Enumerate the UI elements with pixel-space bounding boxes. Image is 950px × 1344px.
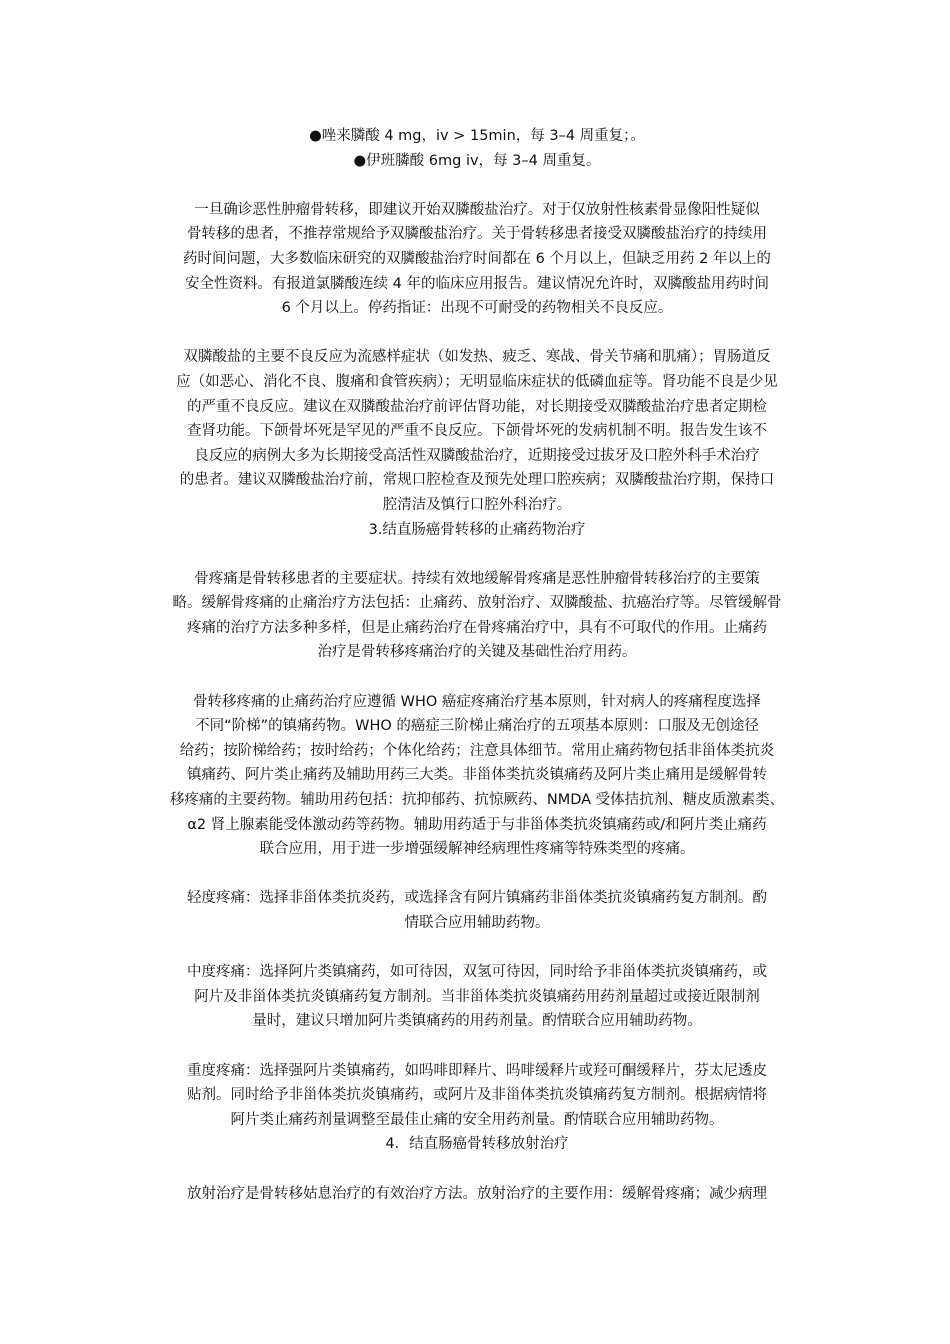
text-line: 应（如恶心、消化不良、腹痛和食管疾病）；无明显临床症状的低磷血症等。肾功能不良是少见: [176, 373, 778, 390]
paragraph-mild-pain: [140, 886, 814, 935]
text-line: 贴剂。同时给予非甾体类抗炎镇痛药，或阿片及非甾体类抗炎镇痛药复方制剂。根据病情将: [187, 1087, 767, 1104]
text-line: 镇痛药、阿片类止痛药及辅助用药三大类。非甾体类抗炎镇痛药及阿片类止痛用是缓解骨转: [187, 767, 767, 784]
text-line: 腔清洁及慎行口腔外科治疗。: [382, 496, 572, 513]
bullet-list: [140, 124, 814, 173]
text-line: 量时，建议只增加阿片类镇痛药的用药剂量。酌情联合应用辅助药物。: [252, 1013, 702, 1030]
text-line: 骨转移的患者，不推荐常规给予双膦酸盐治疗。关于骨转移患者接受双膦酸盐治疗的持续用: [187, 226, 767, 243]
text-line: 中度疼痛：选择阿片类镇痛药，如可待因，双氢可待因，同时给予非甾体类抗炎镇痛药，或: [187, 964, 767, 981]
text-line: 放射治疗是骨转移姑息治疗的有效治疗方法。放射治疗的主要作用：缓解骨疼痛；减少病理: [187, 1185, 767, 1202]
text-line: 治疗是骨转移疼痛治疗的关键及基础性治疗用药。: [317, 644, 637, 661]
paragraph-bisphosphonate-start: [140, 198, 814, 321]
section-heading-analgesic: 3.结直肠癌骨转移的止痛药物治疗: [368, 521, 586, 538]
text-line: 一旦确诊恶性肿瘤骨转移，即建议开始双膦酸盐治疗。对于仅放射性核素骨显像阳性疑似: [194, 201, 760, 218]
text-line: 的严重不良反应。建议在双膦酸盐治疗前评估肾功能，对长期接受双膦酸盐治疗患者定期检: [187, 398, 767, 415]
text-line: 联合应用，用于进一步增强缓解神经病理性疼痛等特殊类型的疼痛。: [259, 841, 695, 858]
text-line: 略。缓解骨疼痛的止痛治疗方法包括：止痛药、放射治疗、双膦酸盐、抗癌治疗等。尽管缓解骨: [172, 595, 782, 612]
bullet-zoledronic: ●唑来膦酸 4 mg，iv > 15min，每 3–4 周重复；。: [309, 128, 645, 144]
text-line: 不同“阶梯”的镇痛药物。WHO 的癌症三阶梯止痛治疗的五项基本原则：口服及无创途径: [195, 718, 759, 735]
text-line: 6 个月以上。停药指证：出现不可耐受的药物相关不良反应。: [281, 300, 673, 317]
text-line: 的患者。建议双膦酸盐治疗前，常规口腔检查及预先处理口腔疾病；双膦酸盐治疗期，保持口: [179, 472, 775, 489]
text-line: 良反应的病例大多为长期接受高活性双膦酸盐治疗，近期接受过拔牙及口腔外科手术治疗: [194, 447, 760, 464]
bullet-ibandronate: ●伊班膦酸 6mg iv，每 3–4 周重复。: [353, 152, 601, 169]
paragraph-spacer: [140, 173, 814, 198]
text-line: 疼痛的治疗方法多种多样，但是止痛药治疗在骨疼痛治疗中，具有不可取代的作用。止痛药: [187, 619, 767, 636]
text-line: 查肾功能。下颌骨坏死是罕见的严重不良反应。下颌骨坏死的发病机制不明。报告发生该不: [187, 423, 767, 440]
paragraph-spacer: [140, 862, 814, 887]
text-line: 情联合应用辅助药物。: [404, 915, 550, 931]
paragraph-spacer: [140, 1157, 814, 1182]
text-line: 阿片及非甾体类抗炎镇痛药复方制剂。当非甾体类抗炎镇痛药用药剂量超过或接近限制剂: [194, 988, 760, 1005]
paragraph-radiotherapy: [140, 1182, 814, 1207]
paragraph-spacer: [140, 1034, 814, 1059]
paragraph-spacer: [140, 665, 814, 690]
text-line: 轻度疼痛：选择非甾体类抗炎药，或选择含有阿片镇痛药非甾体类抗炎镇痛药复方制剂。酌: [187, 890, 767, 907]
paragraph-severe-pain: [140, 1059, 814, 1133]
text-line: 移疼痛的主要药物。辅助用药包括：抗抑郁药、抗惊厥药、NMDA 受体拮抗剂、糖皮质激素类、: [169, 792, 785, 809]
paragraph-spacer: [140, 321, 814, 346]
text-line: 安全性资料。有报道氯膦酸连续 4 年的临床应用报告。建议情况允许时，双膦酸盐用药时间: [185, 275, 769, 292]
text-line: 阿片类止痛药剂量调整至最佳止痛的安全用药剂量。酌情联合应用辅助药物。: [230, 1111, 724, 1128]
paragraph-bone-pain: [140, 567, 814, 665]
paragraph-adverse-reactions: [140, 345, 814, 517]
text-line: 重度疼痛：选择强阿片类镇痛药，如吗啡即释片、吗啡缓释片或羟可酮缓释片，芬太尼透皮: [187, 1062, 767, 1079]
text-line: 骨转移疼痛的止痛药治疗应遵循 WHO 癌症疼痛治疗基本原则，针对病人的疼痛程度选择: [193, 693, 761, 710]
paragraph-moderate-pain: [140, 960, 814, 1034]
paragraph-spacer: [140, 936, 814, 961]
text-line: 骨疼痛是骨转移患者的主要症状。持续有效地缓解骨疼痛是恶性肿瘤骨转移治疗的主要策: [194, 570, 760, 587]
section-heading-radiotherapy: 4．结直肠癌骨转移放射治疗: [385, 1136, 569, 1153]
text-line: 给药；按阶梯给药；按时给药；个体化给药；注意具体细节。常用止痛药物包括非甾体类抗炎: [179, 742, 775, 759]
paragraph-spacer: [140, 542, 814, 567]
document-body: [140, 124, 814, 1206]
text-line: 双膦酸盐的主要不良反应为流感样症状（如发热、疲乏、寒战、骨关节痛和肌痛）；胃肠道反: [183, 349, 771, 366]
text-line: α2 肾上腺素能受体激动药等药物。辅助用药适于与非甾体类抗炎镇痛药或/和阿片类止痛药: [187, 816, 767, 833]
text-line: 药时间问题，大多数临床研究的双膦酸盐治疗时间都在 6 个月以上，但缺乏用药 2 年以上的: [183, 250, 771, 267]
paragraph-who-principles: [140, 690, 814, 862]
